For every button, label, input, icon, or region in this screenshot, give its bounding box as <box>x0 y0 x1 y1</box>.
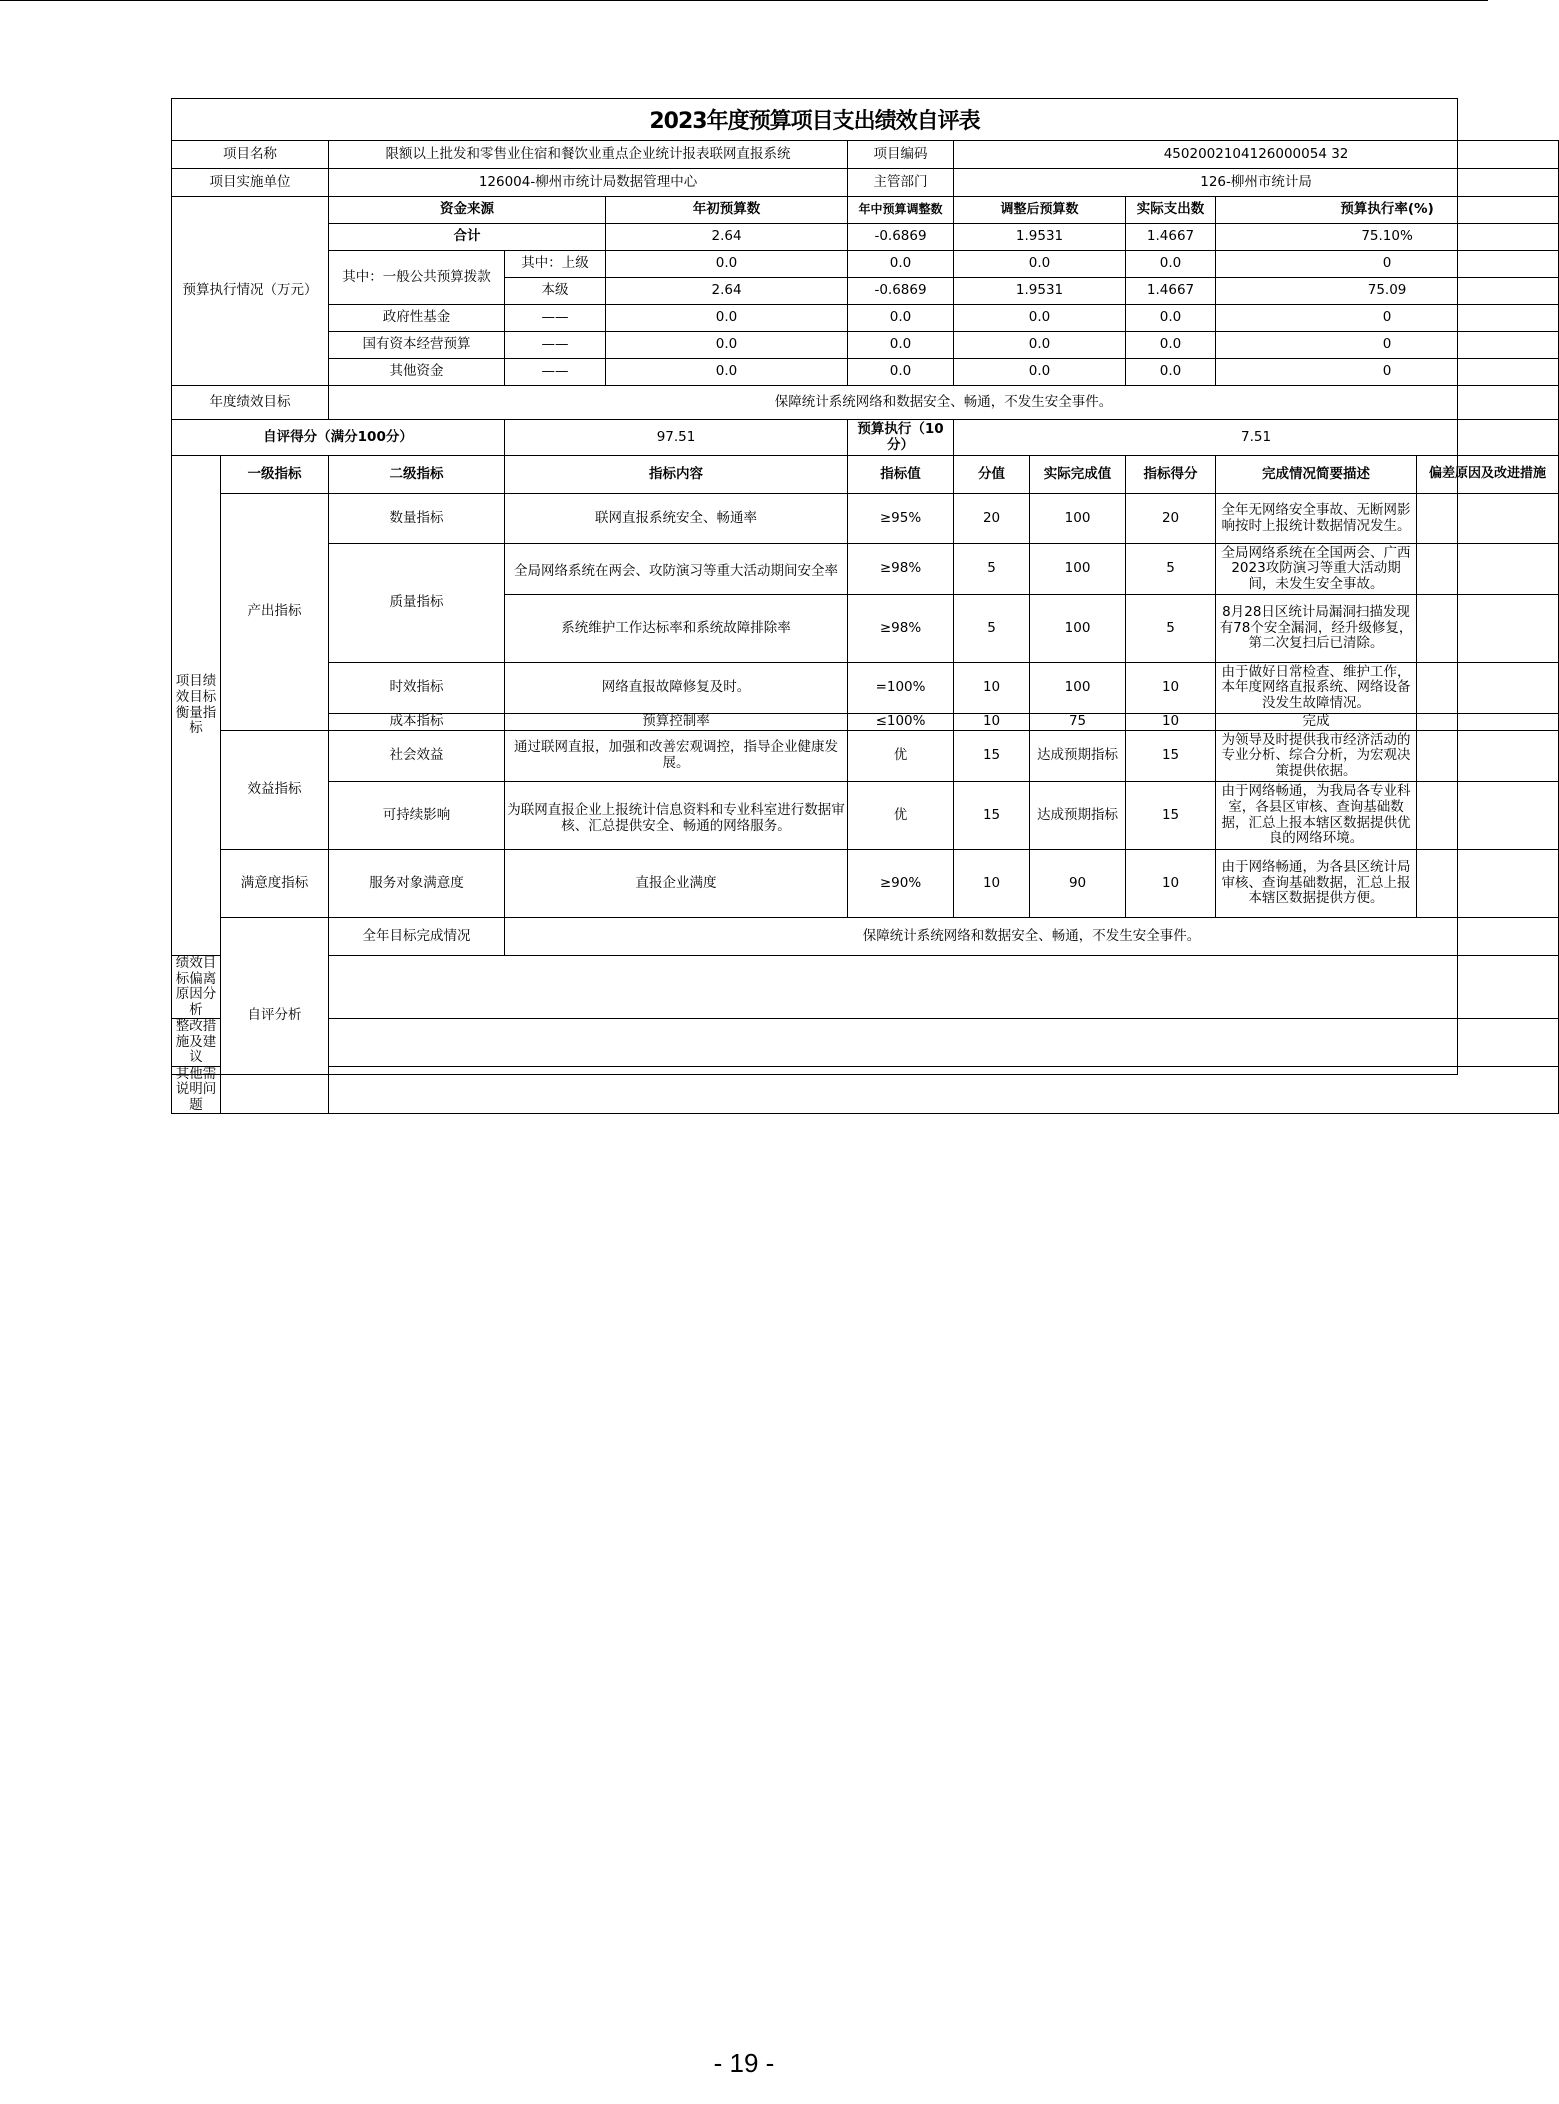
self-eval-deviation-value <box>329 956 1559 1019</box>
indicator-actual: 100 <box>1030 544 1126 595</box>
budget-other-actual: 0.0 <box>1126 359 1216 386</box>
indicator-row <box>172 544 1559 595</box>
indicator-content: 为联网直报企业上报统计信息资料和专业科室进行数据审核、汇总提供安全、畅通的网络服务。 <box>505 782 848 850</box>
project-unit-row <box>172 169 1559 197</box>
budget-total-adjusted: 1.9531 <box>954 224 1126 251</box>
indicator-header-target: 指标值 <box>848 456 954 494</box>
budget-header-adjusted: 调整后预算数 <box>954 197 1126 224</box>
indicator-points: 10 <box>954 663 1030 714</box>
sheet-title: 2023年度预算项目支出绩效自评表 <box>649 109 980 134</box>
budget-general-label: 其中：一般公共预算拨款 <box>329 251 505 305</box>
budget-other-adjust: 0.0 <box>848 359 954 386</box>
project-name-value: 限额以上批发和零售业住宿和餐饮业重点企业统计报表联网直报系统 <box>385 145 791 162</box>
indicator-target: 优 <box>848 782 954 850</box>
indicator-target: ≤100% <box>848 714 954 731</box>
indicator-content: 系统维护工作达标率和系统故障排除率 <box>505 595 848 663</box>
budget-local-actual: 1.4667 <box>1126 278 1216 305</box>
indicator-row <box>172 850 1559 918</box>
budget-gov-fund-adjust: 0.0 <box>848 305 954 332</box>
budget-local-rate: 75.09 <box>1216 278 1559 305</box>
budget-total-initial: 2.64 <box>606 224 848 251</box>
project-name-cell <box>329 141 848 169</box>
budget-header-rate: 预算执行率(%) <box>1216 197 1559 224</box>
indicator-desc: 为领导及时提供我市经济活动的专业分析、综合分析，为宏观决策提供依据。 <box>1216 731 1417 782</box>
budget-total-rate: 75.10% <box>1216 224 1559 251</box>
indicator-content: 网络直报故障修复及时。 <box>505 663 848 714</box>
indicator-header-score: 指标得分 <box>1126 456 1216 494</box>
indicator-desc: 8月28日区统计局漏洞扫描发现有78个安全漏洞，经升级修复，第二次复扫后已清除。 <box>1216 595 1417 663</box>
budget-gov-fund-dash: —— <box>505 305 606 332</box>
indicator-score: 5 <box>1126 544 1216 595</box>
page-top-rule <box>0 0 1488 1</box>
indicator-content: 预算控制率 <box>505 714 848 731</box>
sustain-indicator-label: 可持续影响 <box>329 782 505 850</box>
indicator-reason <box>1417 595 1559 663</box>
indicator-target: ≥95% <box>848 494 954 544</box>
timeliness-indicator-label: 时效指标 <box>329 663 505 714</box>
indicator-reason <box>1417 494 1559 544</box>
indicator-reason <box>1417 714 1559 731</box>
budget-local-adjust: -0.6869 <box>848 278 954 305</box>
self-eval-other-row <box>172 1066 1559 1114</box>
project-code-value: 4502002104126000054 32 <box>954 141 1559 169</box>
indicator-header-level1: 一级指标 <box>221 456 329 494</box>
budget-gov-fund-adjusted: 0.0 <box>954 305 1126 332</box>
indicator-content: 全局网络系统在两会、攻防演习等重大活动期间安全率 <box>505 544 848 595</box>
budget-other-row <box>172 359 1559 386</box>
indicator-row <box>172 494 1559 544</box>
indicator-score: 15 <box>1126 782 1216 850</box>
budget-state-capital-actual: 0.0 <box>1126 332 1216 359</box>
self-eval-overall-row <box>172 918 1559 956</box>
indicator-target: 优 <box>848 731 954 782</box>
benefit-indicator-label: 效益指标 <box>221 731 329 850</box>
indicator-points: 15 <box>954 782 1030 850</box>
indicator-reason <box>1417 663 1559 714</box>
budget-gov-fund-actual: 0.0 <box>1126 305 1216 332</box>
score-row <box>172 420 1559 456</box>
budget-upper-initial: 0.0 <box>606 251 848 278</box>
indicator-actual: 100 <box>1030 663 1126 714</box>
budget-exec-value: 7.51 <box>954 420 1559 456</box>
budget-gov-fund-row <box>172 305 1559 332</box>
budget-state-capital-dash: —— <box>505 332 606 359</box>
budget-upper-rate: 0 <box>1216 251 1559 278</box>
social-indicator-label: 社会效益 <box>329 731 505 782</box>
budget-upper-row <box>172 251 1559 278</box>
indicator-header-content: 指标内容 <box>505 456 848 494</box>
project-name-label: 项目名称 <box>172 141 329 169</box>
budget-local-initial: 2.64 <box>606 278 848 305</box>
self-eval-overall-value: 保障统计系统网络和数据安全、畅通，不发生安全事件。 <box>505 918 1559 956</box>
indicator-reason <box>1417 731 1559 782</box>
budget-other-label: 其他资金 <box>329 359 505 386</box>
budget-upper-adjusted: 0.0 <box>954 251 1126 278</box>
indicator-points: 20 <box>954 494 1030 544</box>
self-eval-rectify-row <box>172 1019 1559 1067</box>
indicator-target: =100% <box>848 663 954 714</box>
budget-state-capital-rate: 0 <box>1216 332 1559 359</box>
score-label: 自评得分（满分100分） <box>172 420 505 456</box>
budget-total-row <box>172 224 1559 251</box>
budget-total-label: 合计 <box>329 224 606 251</box>
cost-indicator-label: 成本指标 <box>329 714 505 731</box>
indicator-points: 10 <box>954 850 1030 918</box>
indicator-points: 10 <box>954 714 1030 731</box>
budget-exec-label: 预算执行（10分） <box>848 420 954 456</box>
indicator-reason <box>1417 850 1559 918</box>
self-evaluation-sheet <box>171 98 1547 1113</box>
indicator-actual: 达成预期指标 <box>1030 731 1126 782</box>
indicator-row <box>172 782 1559 850</box>
self-eval-section-label: 自评分析 <box>221 918 329 1114</box>
indicator-actual: 100 <box>1030 494 1126 544</box>
indicator-header-actual: 实际完成值 <box>1030 456 1126 494</box>
budget-other-dash: —— <box>505 359 606 386</box>
self-eval-other-label: 其他需说明问题 <box>172 1066 221 1114</box>
self-eval-rectify-value <box>329 1019 1559 1067</box>
dept-label: 主管部门 <box>848 169 954 197</box>
indicator-desc: 由于网络畅通，为我局各专业科室，各县区审核、查询基础数据，汇总上报本辖区数据提供优良的网络环境。 <box>1216 782 1417 850</box>
budget-header-source: 资金来源 <box>329 197 606 224</box>
budget-other-rate: 0 <box>1216 359 1559 386</box>
indicator-row <box>172 663 1559 714</box>
indicator-header-desc: 完成情况简要描述 <box>1216 456 1417 494</box>
budget-upper-actual: 0.0 <box>1126 251 1216 278</box>
indicator-score: 15 <box>1126 731 1216 782</box>
budget-total-actual: 1.4667 <box>1126 224 1216 251</box>
page-number: - 19 - <box>713 2048 775 2078</box>
indicator-points: 5 <box>954 595 1030 663</box>
indicator-desc: 由于网络畅通，为各县区统计局审核、查询基础数据，汇总上报本辖区数据提供方便。 <box>1216 850 1417 918</box>
project-unit-value: 126004-柳州市统计局数据管理中心 <box>329 169 848 197</box>
indicator-desc: 全局网络系统在全国两会、广西2023攻防演习等重大活动期间，未发生安全事故。 <box>1216 544 1417 595</box>
budget-state-capital-label: 国有资本经营预算 <box>329 332 505 359</box>
self-eval-other-value <box>329 1066 1559 1114</box>
indicator-actual: 75 <box>1030 714 1126 731</box>
indicator-desc: 完成 <box>1216 714 1417 731</box>
budget-other-initial: 0.0 <box>606 359 848 386</box>
budget-gov-fund-label: 政府性基金 <box>329 305 505 332</box>
indicator-content: 联网直报系统安全、畅通率 <box>505 494 848 544</box>
self-eval-overall-label: 全年目标完成情况 <box>329 918 505 956</box>
self-eval-rectify-label: 整改措施及建议 <box>172 1019 221 1067</box>
indicator-target: ≥98% <box>848 544 954 595</box>
indicator-score: 5 <box>1126 595 1216 663</box>
indicator-target: ≥90% <box>848 850 954 918</box>
budget-header-adjust: 年中预算调整数 <box>848 197 954 224</box>
budget-state-capital-adjusted: 0.0 <box>954 332 1126 359</box>
annual-goal-value: 保障统计系统网络和数据安全、畅通，不发生安全事件。 <box>329 386 1559 420</box>
indicator-points: 5 <box>954 544 1030 595</box>
indicator-score: 10 <box>1126 714 1216 731</box>
indicator-content: 直报企业满度 <box>505 850 848 918</box>
indicator-row <box>172 731 1559 782</box>
budget-state-capital-adjust: 0.0 <box>848 332 954 359</box>
indicator-target: ≥98% <box>848 595 954 663</box>
annual-goal-row <box>172 386 1559 420</box>
indicator-actual: 100 <box>1030 595 1126 663</box>
indicator-score: 10 <box>1126 663 1216 714</box>
budget-section-label: 预算执行情况（万元） <box>172 197 329 386</box>
budget-local-adjusted: 1.9531 <box>954 278 1126 305</box>
indicator-header-row <box>172 456 1559 494</box>
dept-value: 126-柳州市统计局 <box>954 169 1559 197</box>
indicator-section-label: 项目绩效目标衡量指标 <box>172 456 221 956</box>
budget-header-actual: 实际支出数 <box>1126 197 1216 224</box>
indicator-header-reason: 偏差原因及改进措施 <box>1417 456 1559 494</box>
service-indicator-label: 服务对象满意度 <box>329 850 505 918</box>
budget-header-row <box>172 197 1559 224</box>
indicator-reason <box>1417 782 1559 850</box>
quality-indicator-label: 质量指标 <box>329 544 505 663</box>
score-value: 97.51 <box>505 420 848 456</box>
self-eval-deviation-row <box>172 956 1559 1019</box>
indicator-points: 15 <box>954 731 1030 782</box>
indicator-header-points: 分值 <box>954 456 1030 494</box>
project-name-row <box>172 141 1559 169</box>
quantity-indicator-label: 数量指标 <box>329 494 505 544</box>
indicator-header-level2: 二级指标 <box>329 456 505 494</box>
indicator-desc: 全年无网络安全事故、无断网影响按时上报统计数据情况发生。 <box>1216 494 1417 544</box>
annual-goal-label: 年度绩效目标 <box>172 386 329 420</box>
indicator-reason <box>1417 544 1559 595</box>
indicator-content: 通过联网直报，加强和改善宏观调控，指导企业健康发展。 <box>505 731 848 782</box>
indicator-score: 20 <box>1126 494 1216 544</box>
project-unit-label: 项目实施单位 <box>172 169 329 197</box>
budget-gov-fund-rate: 0 <box>1216 305 1559 332</box>
budget-state-capital-row <box>172 332 1559 359</box>
budget-local-label: 本级 <box>505 278 606 305</box>
budget-upper-label: 其中：上级 <box>505 251 606 278</box>
indicator-actual: 达成预期指标 <box>1030 782 1126 850</box>
self-eval-deviation-label: 绩效目标偏离原因分析 <box>172 956 221 1019</box>
project-code-label: 项目编码 <box>848 141 954 169</box>
output-indicator-label: 产出指标 <box>221 494 329 731</box>
budget-upper-adjust: 0.0 <box>848 251 954 278</box>
budget-state-capital-initial: 0.0 <box>606 332 848 359</box>
indicator-score: 10 <box>1126 850 1216 918</box>
indicator-row <box>172 714 1559 731</box>
evaluation-table <box>171 140 1559 1114</box>
budget-total-adjust: -0.6869 <box>848 224 954 251</box>
satisfaction-indicator-label: 满意度指标 <box>221 850 329 918</box>
indicator-desc: 由于做好日常检查、维护工作，本年度网络直报系统、网络设备没发生故障情况。 <box>1216 663 1417 714</box>
indicator-actual: 90 <box>1030 850 1126 918</box>
budget-header-initial: 年初预算数 <box>606 197 848 224</box>
budget-other-adjusted: 0.0 <box>954 359 1126 386</box>
budget-gov-fund-initial: 0.0 <box>606 305 848 332</box>
